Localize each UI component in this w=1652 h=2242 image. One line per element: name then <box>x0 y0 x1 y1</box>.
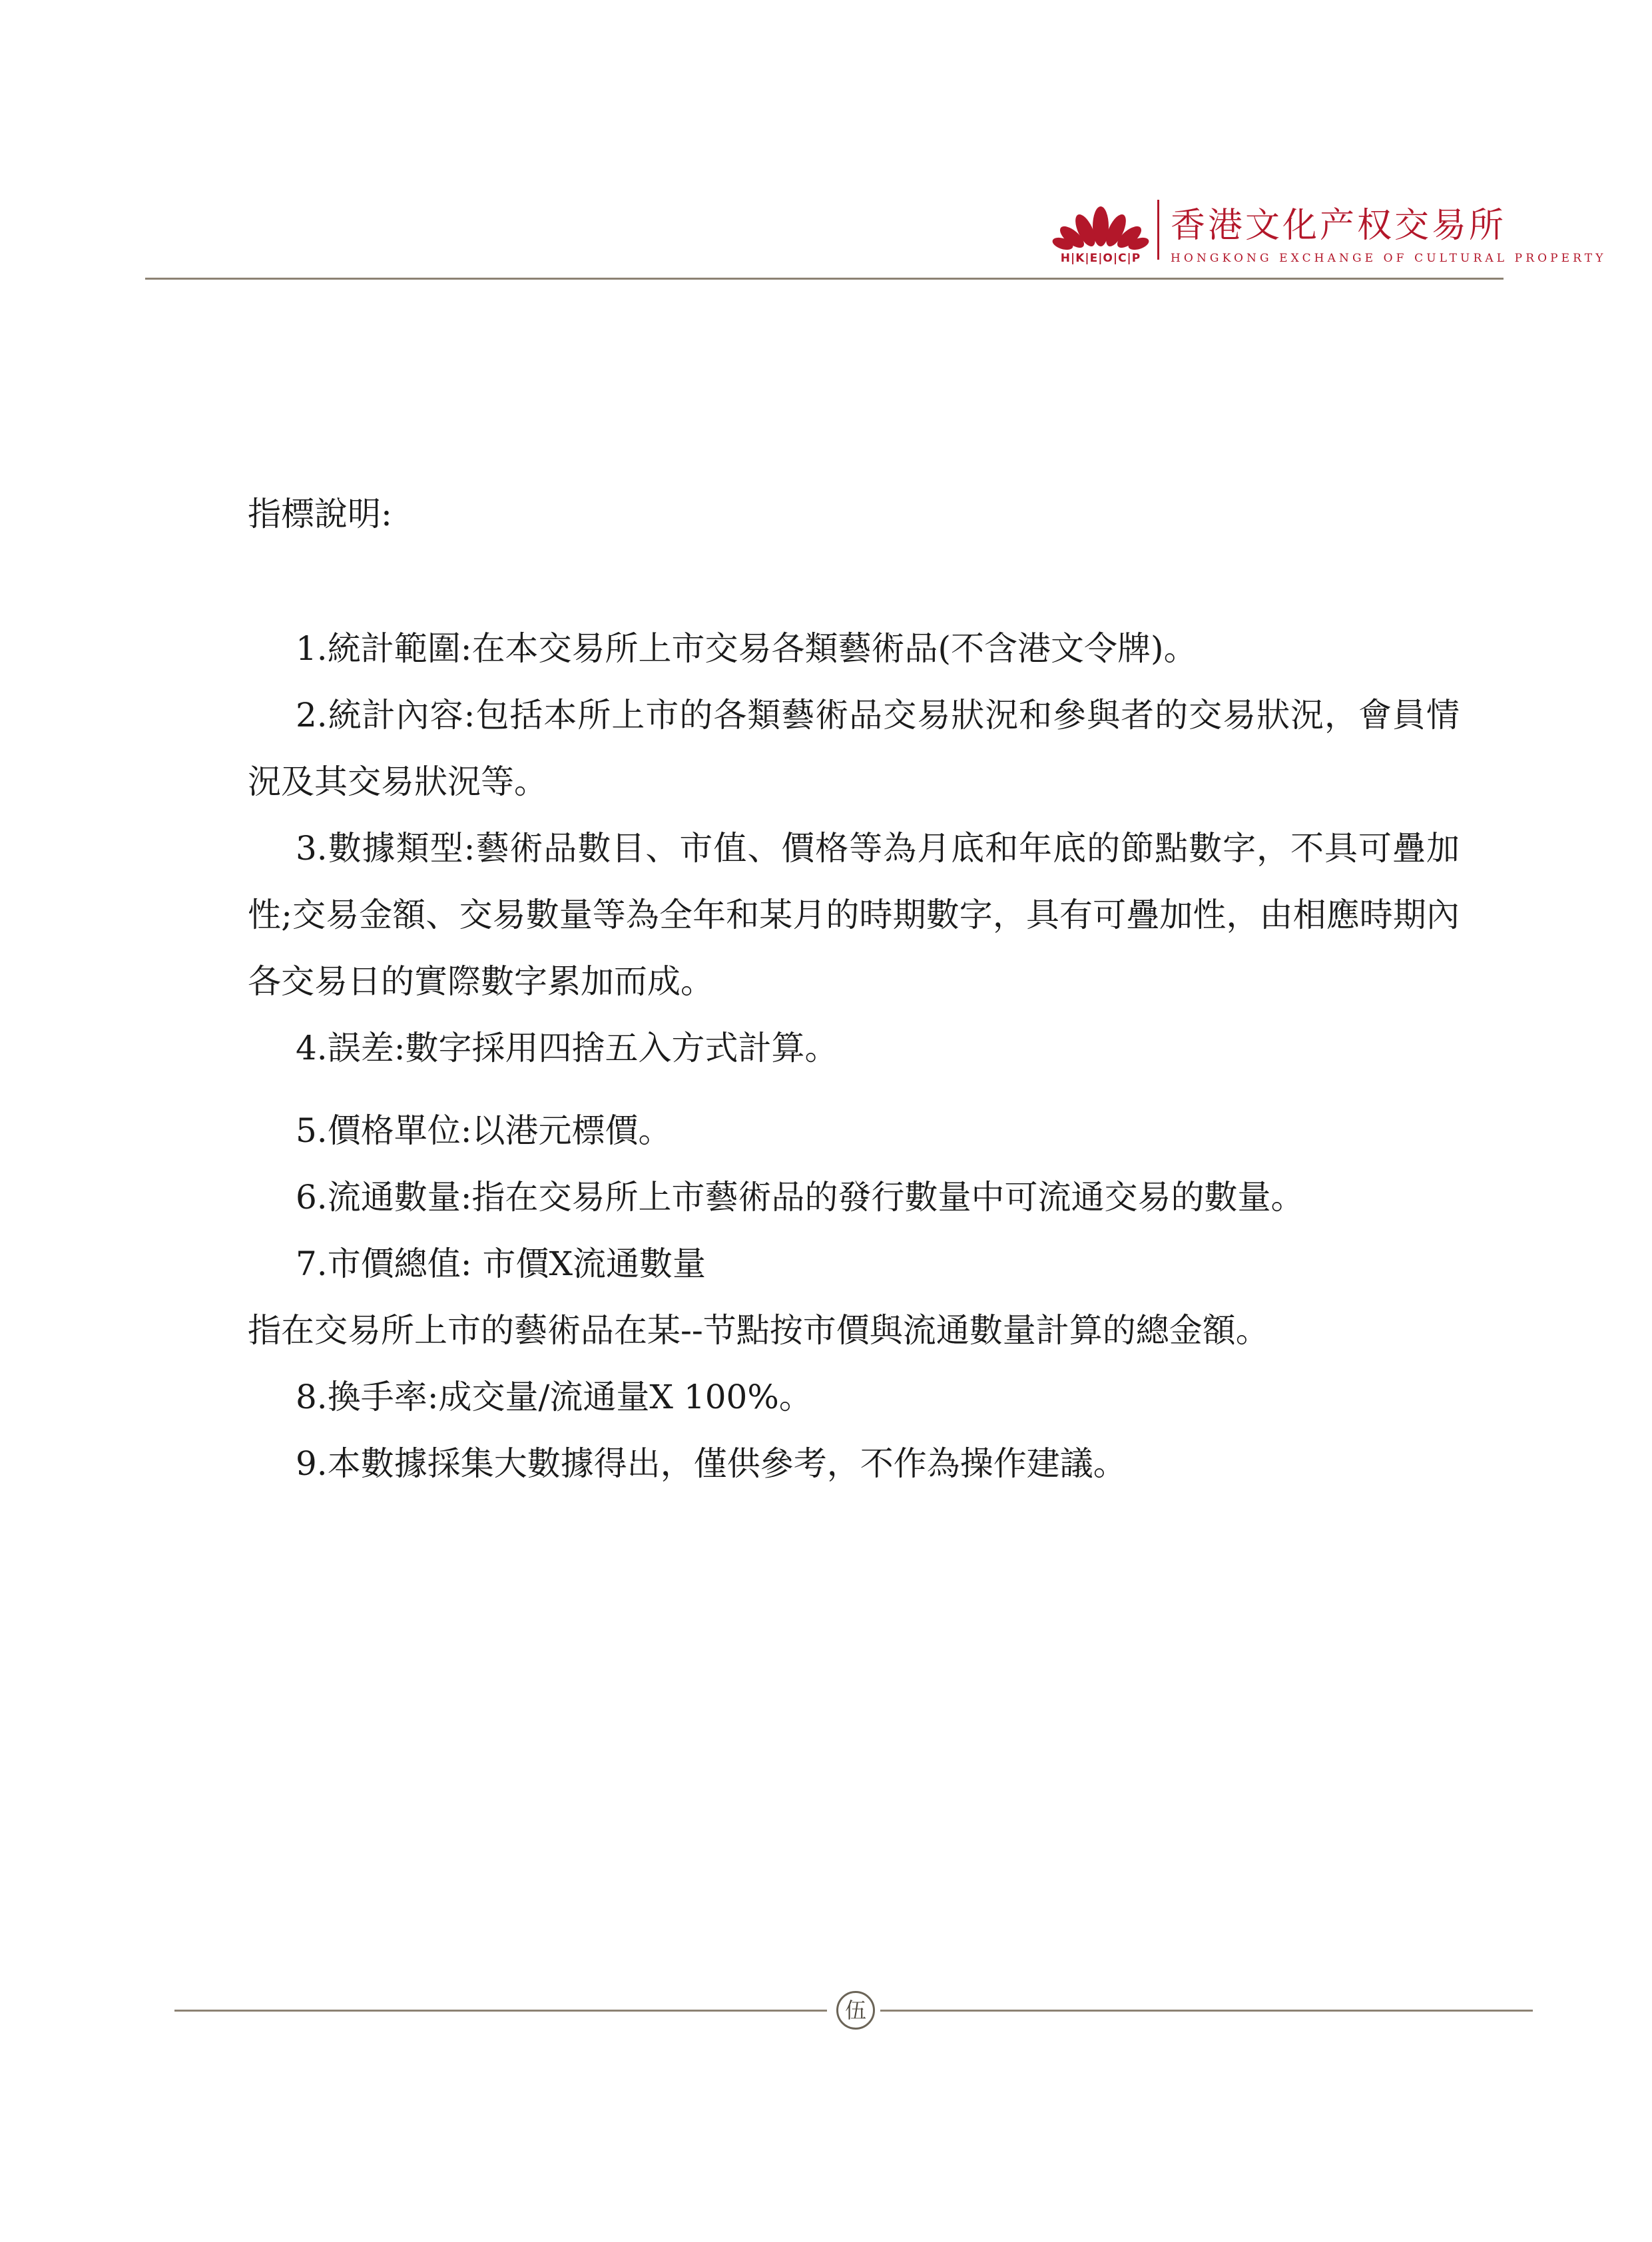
logo-abbreviation: H|K|E|O|C|P <box>1060 252 1141 265</box>
indicator-item-4: 4.誤差:數字採用四捨五入方式計算。 <box>296 1029 838 1067</box>
indicator-item-3: 3.數據類型:藝術品數目、市值、價格等為月底和年底的節點數字，不具可疊加性;交易金額、交易數量等為全年和某月的時期數字，具有可疊加性，由相應時期內各交易日的實際數字累加而成。 <box>248 829 1460 1001</box>
indicator-item-6: 6.流通數量:指在交易所上市藝術品的發行數量中可流通交易的數量。 <box>296 1178 1304 1217</box>
logo-chinese-name: 香港文化产权交易所 <box>1171 206 1507 246</box>
section-title: 指標說明: <box>248 495 392 533</box>
indicator-item-1: 1.統計範圍:在本交易所上市交易各類藝術品(不含港文令牌)。 <box>296 629 1197 668</box>
indicator-item-9: 9.本數據採集大數據得出，僅供參考，不作為操作建議。 <box>296 1444 1127 1483</box>
logo-divider <box>1157 200 1159 260</box>
indicator-item-2: 2.統計內容:包括本所上市的各類藝術品交易狀況和參與者的交易狀況，會員情況及其交易狀況等。 <box>248 696 1460 801</box>
page-header <box>145 173 1607 280</box>
page-number: 伍 <box>836 1991 875 2030</box>
logo-english-name: HONGKONG EXCHANGE OF CULTURAL PROPERTY <box>1171 252 1607 265</box>
indicator-item-8: 8.換手率:成交量/流通量X 100%。 <box>296 1378 812 1416</box>
page-footer <box>174 1991 1533 2031</box>
indicator-item-5: 5.價格單位:以港元標價。 <box>296 1111 672 1150</box>
footer-rule-right <box>880 2010 1533 2012</box>
footer-rule-left <box>174 2010 827 2012</box>
hkeocp-logo <box>1051 197 1607 277</box>
indicator-item-7: 7.市價總值: 市價X流通數量 <box>296 1245 706 1283</box>
header-rule <box>145 278 1504 280</box>
indicator-item-7-detail: 指在交易所上市的藝術品在某--节點按市價與流通數量計算的總金額。 <box>248 1311 1269 1350</box>
indicator-list <box>248 615 1460 1497</box>
